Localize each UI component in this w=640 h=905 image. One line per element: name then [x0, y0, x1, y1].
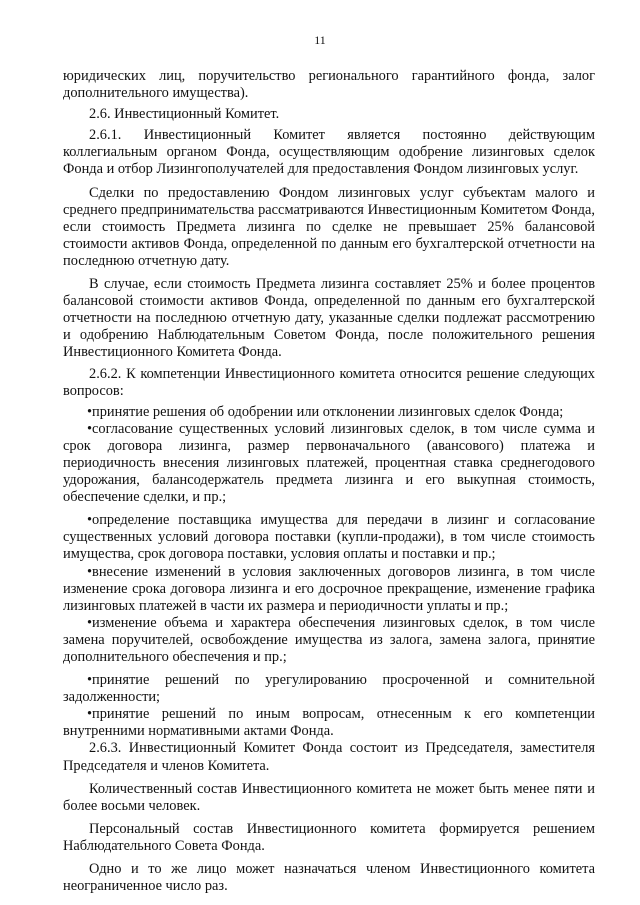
section-heading-2-6: 2.6. Инвестиционный Комитет.: [89, 106, 280, 123]
list-item: •согласование существенных условий лизинговых сделок, в том числе сумма и срок договора лизинга, размер первоначального (авансового) платежа и периодичность внесения лизинговых платежей, процентная ставка среднегодового удорожания, балансодержатель предмета лизинга и его выкупная стоимость, обеспечение сделки, и пр.;: [63, 420, 595, 506]
paragraph-2-6-2: 2.6.2. К компетенции Инвестиционного комитета относится решение следующих вопросов:: [63, 365, 595, 399]
paragraph-2-6-1: 2.6.1. Инвестиционный Комитет является постоянно действующим коллегиальным органом Фонда, осуществляющим одобрение лизинговых сделок Фонда и отбор Лизингополучателей для предоставления Фондом лизинговых услуг.: [63, 127, 595, 178]
paragraph-2-6-3: 2.6.3. Инвестиционный Комитет Фонда состоит из Председателя, заместителя Председателя и членов Комитета.: [63, 740, 595, 774]
page-number: 11: [314, 33, 326, 47]
document-body: [63, 68, 595, 899]
list-item: •внесение изменений в условия заключенных договоров лизинга, в том числе изменение срока договора лизинга и его досрочное прекращение, изменение графика лизинговых платежей в части их размера и периодичности уплаты и пр.;: [63, 563, 595, 614]
paragraph-committee-membership: Одно и то же лицо может назначаться членом Инвестиционного комитета неограниченное число раз.: [63, 861, 595, 895]
paragraph-committee-composition: Персональный состав Инвестиционного комитета формируется решением Наблюдательного Совета Фонда.: [63, 820, 595, 854]
list-item: •определение поставщика имущества для передачи в лизинг и согласование существенных условий договора поставки (купли-продажи), в том числе стоимость имущества, срок договора поставки, условия оплаты и поставки и пр.;: [63, 512, 595, 563]
list-item: •изменение объема и характера обеспечения лизинговых сделок, в том числе замена поручителей, освобождение имущества из залога, замена залога, принятие дополнительного обеспечения и пр.;: [63, 614, 595, 665]
paragraph-committee-size: Количественный состав Инвестиционного комитета не может быть менее пяти и более восьми человек.: [63, 780, 595, 814]
list-item: •принятие решения об одобрении или отклонении лизинговых сделок Фонда;: [87, 403, 564, 420]
paragraph-deals-25-percent: В случае, если стоимость Предмета лизинга составляет 25% и более процентов балансовой стоимости активов Фонда, определенной по данным его бухгалтерской отчетности на последнюю отчетную дату, указанные сделки подлежат рассмотрению и одобрению Наблюдательным Советом Фонда, после положительного решения Инвестиционного Комитета Фонда.: [63, 276, 595, 361]
list-item: •принятие решений по урегулированию просроченной и сомнительной задолженности;: [63, 672, 595, 706]
paragraph-deals-small-business: Сделки по предоставлению Фондом лизинговых услуг субъектам малого и среднего предпринимательства рассматриваются Инвестиционным Комитетом Фонда, если стоимость Предмета лизинга по сделке не превышает 25% балансовой стоимости активов Фонда, определенной по данным его бухгалтерской отчетности на последнюю отчетную дату.: [63, 184, 595, 269]
paragraph-continuation: юридических лиц, поручительство регионального гарантийного фонда, залог дополнительного имущества).: [63, 68, 595, 102]
list-item: •принятие решений по иным вопросам, отнесенным к его компетенции внутренними нормативными актами Фонда.: [63, 706, 595, 740]
